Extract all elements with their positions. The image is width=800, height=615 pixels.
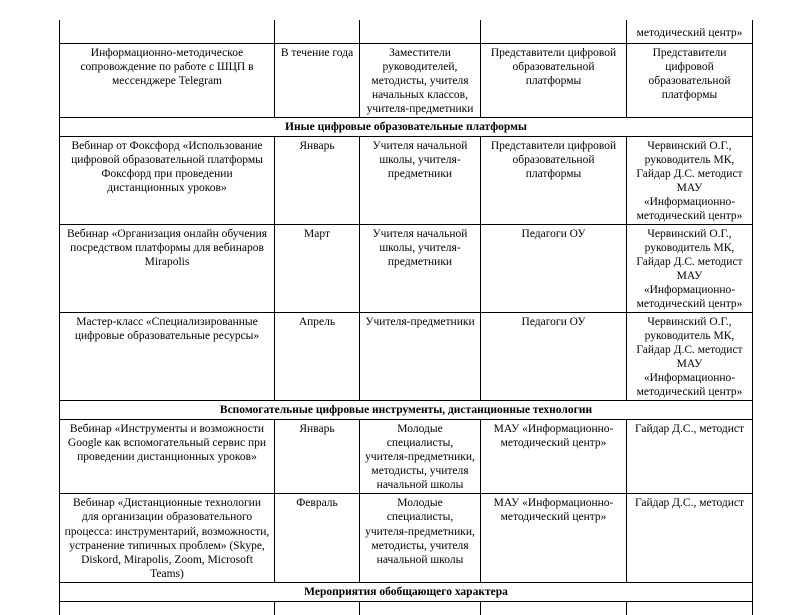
table-cell: Январь — [275, 137, 360, 225]
table-cell: Вебинар «Инструменты и возможности Google как вспомогательный сервис при проведении дистанционных уроков» — [60, 420, 275, 494]
table-row — [60, 137, 753, 225]
table-row — [60, 44, 753, 118]
table-cell: Вебинар от Фоксфорд «Использование цифровой образовательной платформы Фоксфорд при проведении дистанционных уроков» — [60, 137, 275, 225]
section-header: Иные цифровые образовательные платформы — [60, 118, 753, 137]
table-body — [60, 20, 753, 615]
table-cell: Февраль — [275, 494, 360, 582]
table-cell: МАУ «Информационно-методический центр» — [481, 494, 627, 582]
table-cell: Учителя начальной школы, учителя-предметники — [360, 137, 481, 225]
table-cell — [360, 20, 481, 44]
table-cell: В течение года — [275, 44, 360, 118]
table-cell: Червинский О.Г., руководитель МК, Гайдар Д.С. методист МАУ «Информационно-методический центр» — [627, 225, 753, 313]
table-row — [60, 494, 753, 582]
table-row — [60, 420, 753, 494]
table-row — [60, 313, 753, 401]
table-cell: Информационно-методическое сопровождение по работе с ШЦП в мессенджере Telegram — [60, 44, 275, 118]
table-cell: Гайдар Д.С., методист — [627, 494, 753, 582]
section-header-row — [60, 118, 753, 137]
table-cell: Март — [275, 225, 360, 313]
table-cell: Мастер-класс «Специализированные цифровые образовательные ресурсы» — [60, 313, 275, 401]
section-header-row — [60, 582, 753, 601]
table-cell: Червинский О.Г., руководитель МК, Гайдар Д.С. методист МАУ «Информационно-методический центр» — [627, 137, 753, 225]
section-header: Мероприятия обобщающего характера — [60, 582, 753, 601]
table-cell: Январь — [275, 420, 360, 494]
table-cell: Педагоги ОУ — [481, 313, 627, 401]
table-cell: Педагоги ОУ — [481, 225, 627, 313]
events-schedule-table — [59, 20, 753, 615]
table-cell: Вебинар «Дистанционные технологии для организации образовательного процесса: инструментарий, возможности, устранение типичных проблем» (Skype, Diskord, Mirapolis, Zoom, Microsoft Teams) — [60, 494, 275, 582]
table-cell: методический центр» — [627, 20, 753, 44]
table-cell: Учителя начальной школы, учителя-предметники — [360, 225, 481, 313]
table-cell — [481, 601, 627, 615]
table-cell: Апрель — [275, 313, 360, 401]
table-cell: Представители цифровой образовательной платформы — [481, 44, 627, 118]
table-cell: Гайдар Д.С., методист — [627, 420, 753, 494]
table-cell: Вебинар «Организация онлайн обучения посредством платформы для вебинаров Mirapolis — [60, 225, 275, 313]
table-row — [60, 225, 753, 313]
table-cell: Представители цифровой образовательной платформы — [627, 44, 753, 118]
table-cell: Заместители руководителей, методисты, учителя начальных классов, учителя-предметники — [360, 44, 481, 118]
table-cell: Червинский О.Г., руководитель МК, Гайдар Д.С. методист МАУ «Информационно-методический центр» — [627, 313, 753, 401]
table-cell: Молодые специалисты, учителя-предметники, методисты, учителя начальной школы — [360, 494, 481, 582]
table-cell — [627, 601, 753, 615]
table-cell — [275, 20, 360, 44]
section-header-row — [60, 401, 753, 420]
table-row — [60, 20, 753, 44]
table-cell — [360, 601, 481, 615]
table-row — [60, 601, 753, 615]
table-cell — [60, 20, 275, 44]
table-cell: МАУ «Информационно-методический центр» — [481, 420, 627, 494]
table-cell: Учителя-предметники — [360, 313, 481, 401]
section-header: Вспомогательные цифровые инструменты, дистанционные технологии — [60, 401, 753, 420]
table-cell — [481, 20, 627, 44]
table-cell — [275, 601, 360, 615]
table-cell: Молодые специалисты, учителя-предметники, методисты, учителя начальной школы — [360, 420, 481, 494]
table-cell: Представители цифровой образовательной платформы — [481, 137, 627, 225]
table-cell — [60, 601, 275, 615]
